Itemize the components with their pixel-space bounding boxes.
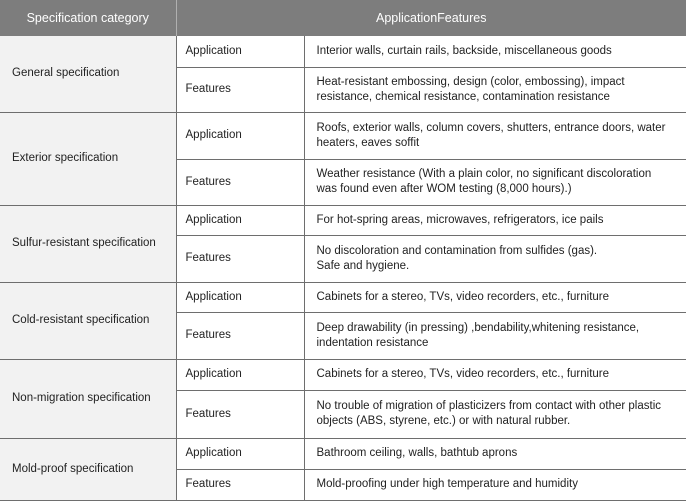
application-value <box>304 438 686 469</box>
application-value <box>304 205 686 235</box>
header-application-features: ApplicationFeatures <box>176 0 686 36</box>
application-line: heaters, eaves soffit <box>316 136 420 149</box>
table-body <box>0 36 686 500</box>
specification-category-cell: Mold-proof specification <box>0 438 176 500</box>
features-line: Weather resistance (With a plain color, no significant discoloration <box>316 168 652 180</box>
application-line: For hot-spring areas, microwaves, refrigerators, ice pails <box>316 213 604 226</box>
application-label: Application <box>176 359 304 390</box>
features-label: Features <box>176 159 304 205</box>
features-line: No discoloration and contamination from sulfides (gas). <box>316 244 598 257</box>
features-line: resistance, chemical resistance, contamination resistance <box>316 90 610 103</box>
features-line: indentation resistance <box>316 336 429 349</box>
header-row <box>0 0 686 36</box>
features-label: Features <box>176 235 304 282</box>
features-label: Features <box>176 390 304 438</box>
application-value <box>304 282 686 312</box>
application-label: Application <box>176 438 304 469</box>
features-value <box>304 159 686 205</box>
table-row <box>0 112 686 159</box>
table-row <box>0 438 686 469</box>
features-line: Mold-proofing under high temperature and humidity <box>316 478 578 490</box>
features-value <box>304 312 686 359</box>
features-line: No trouble of migration of plasticizers from contact with other plastic <box>316 400 662 412</box>
table-row <box>0 282 686 312</box>
application-label: Application <box>176 205 304 235</box>
application-line: Interior walls, curtain rails, backside, miscellaneous goods <box>316 44 612 57</box>
features-label: Features <box>176 469 304 500</box>
application-value <box>304 36 686 67</box>
specification-category-cell: General specification <box>0 36 176 112</box>
application-line: Cabinets for a stereo, TVs, video recorders, etc., furniture <box>316 290 610 303</box>
table-row <box>0 205 686 235</box>
application-line: Roofs, exterior walls, column covers, shutters, entrance doors, water <box>316 121 666 134</box>
features-label: Features <box>176 67 304 112</box>
features-value <box>304 469 686 500</box>
application-value <box>304 112 686 159</box>
specification-category-cell: Cold-resistant specification <box>0 282 176 359</box>
application-label: Application <box>176 282 304 312</box>
specification-category-cell: Exterior specification <box>0 112 176 205</box>
features-line: Heat-resistant embossing, design (color, embossing), impact <box>316 75 625 88</box>
application-label: Application <box>176 112 304 159</box>
features-label: Features <box>176 312 304 359</box>
header-specification-category: Specification category <box>0 0 176 36</box>
application-line: Cabinets for a stereo, TVs, video recorders, etc., furniture <box>316 368 610 380</box>
specification-category-cell: Non-migration specification <box>0 359 176 438</box>
features-value <box>304 390 686 438</box>
features-value <box>304 67 686 112</box>
features-line: Safe and hygiene. <box>316 259 410 272</box>
specification-category-cell: Sulfur-resistant specification <box>0 205 176 282</box>
application-line: Bathroom ceiling, walls, bathtub aprons <box>316 447 518 459</box>
application-label: Application <box>176 36 304 67</box>
table-row <box>0 36 686 67</box>
table-row <box>0 359 686 390</box>
features-line: was found even after WOM testing (8,000 hours).) <box>316 183 572 195</box>
features-line: objects (ABS, styrene, etc.) or with natural rubber. <box>316 415 571 427</box>
application-value <box>304 359 686 390</box>
features-value <box>304 235 686 282</box>
features-line: Deep drawability (in pressing) ,bendability,whitening resistance, <box>316 321 640 334</box>
